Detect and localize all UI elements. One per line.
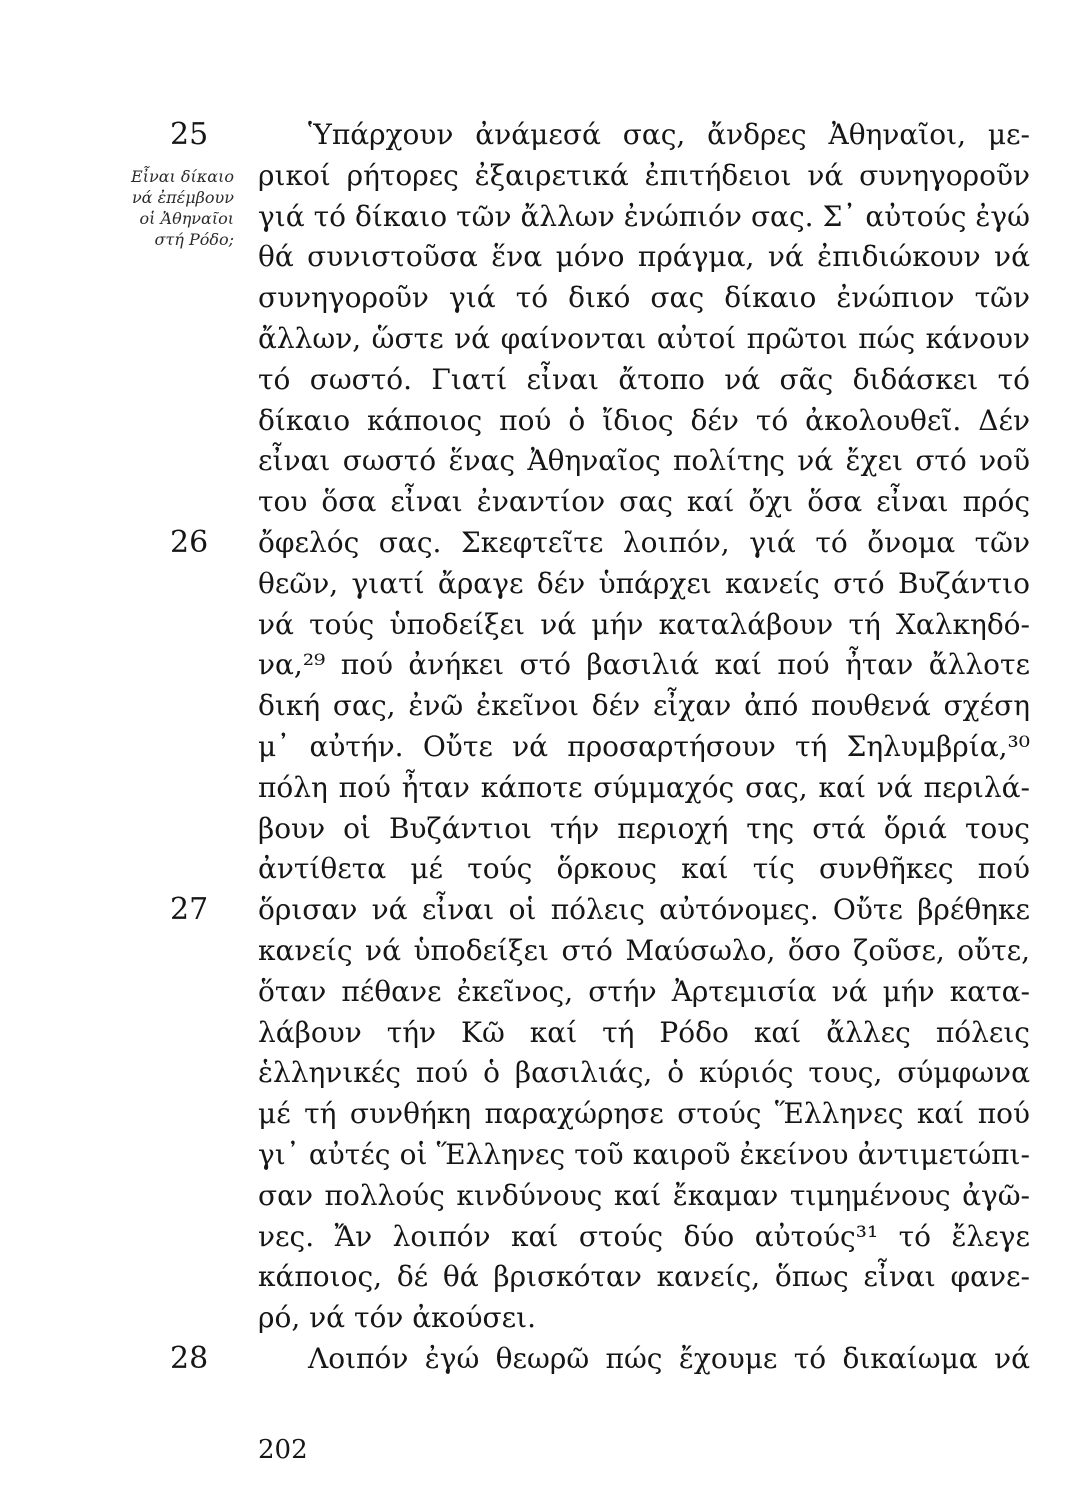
text-line: δική σας, ἐνῶ ἐκεῖνοι δέν εἶχαν ἀπό πουθενά σχέση — [258, 689, 1030, 723]
text-line: Λοιπόν ἐγώ θεωρῶ πώς ἔχουμε τό δικαίωμα νά — [308, 1341, 1030, 1375]
section-number-28: 28 — [170, 1341, 209, 1376]
text-line: ἀντίθετα μέ τούς ὅρκους καί τίς συνθῆκες πού — [258, 852, 1030, 886]
body-text — [258, 115, 1030, 1380]
section-number-26: 26 — [170, 525, 209, 560]
text-line: κανείς νά ὑποδείξει στό Μαύσωλο, ὅσο ζοῦσε, οὔτε, — [258, 933, 1030, 967]
margin-note-line: νά ἐπέμβουν — [131, 188, 234, 207]
text-line: ρικοί ρήτορες ἐξαιρετικά ἐπιτήδειοι νά συνηγοροῦν — [258, 158, 1030, 192]
text-line: ἄλλων, ὥστε νά φαίνονται αὐτοί πρῶτοι πώς κάνουν — [258, 321, 1030, 355]
text-line: μέ τή συνθήκη παραχώρησε στούς Ἕλληνες καί πού — [258, 1097, 1030, 1131]
text-line: του ὅσα εἶναι ἐναντίον σας καί ὄχι ὅσα εἶναι πρός — [258, 485, 1030, 519]
text-line: ὅταν πέθανε ἐκεῖνος, στήν Ἀρτεμισία νά μήν κατα- — [258, 974, 1030, 1008]
text-line: βουν οἱ Βυζάντιοι τήν περιοχή της στά ὅριά τους — [258, 811, 1030, 845]
margin-note — [108, 166, 234, 250]
page-number: 202 — [258, 1435, 308, 1465]
text-line: ὄφελός σας. Σκεφτεῖτε λοιπόν, γιά τό ὄνομα τῶν — [258, 525, 1030, 559]
text-line: γιά τό δίκαιο τῶν ἄλλων ἐνώπιόν σας. Σ᾽ αὐτούς ἐγώ — [258, 199, 1030, 233]
text-line: δίκαιο κάποιος πού ὁ ἴδιος δέν τό ἀκολουθεῖ. Δέν — [258, 403, 1030, 437]
section-number-27: 27 — [170, 892, 209, 927]
text-line: ρό, νά τόν ἀκούσει. — [258, 1301, 537, 1335]
text-line: θά συνιστοῦσα ἕνα μόνο πράγμα, νά ἐπιδιώκουν νά — [258, 240, 1030, 274]
text-line: ὅρισαν νά εἶναι οἱ πόλεις αὐτόνομες. Οὔτε βρέθηκε — [258, 893, 1030, 927]
margin-note-line: στή Ρόδο; — [154, 230, 234, 249]
text-line: μ᾽ αὐτήν. Οὔτε νά προσαρτήσουν τή Σηλυμβρία,³⁰ — [258, 729, 1030, 763]
text-line: εἶναι σωστό ἕνας Ἀθηναῖος πολίτης νά ἔχει στό νοῦ — [258, 444, 1030, 478]
text-line: λάβουν τήν Κῶ καί τή Ρόδο καί ἄλλες πόλεις — [258, 1015, 1030, 1049]
text-line: τό σωστό. Γιατί εἶναι ἄτοπο νά σᾶς διδάσκει τό — [258, 362, 1030, 396]
text-line: να,²⁹ πού ἀνήκει στό βασιλιά καί πού ἦταν ἄλλοτε — [258, 648, 1030, 682]
text-line: ἑλληνικές πού ὁ βασιλιάς, ὁ κύριός τους, σύμφωνα — [258, 1056, 1030, 1090]
text-line: νά τούς ὑποδείξει νά μήν καταλάβουν τή Χαλκηδό- — [258, 607, 1030, 641]
text-line: συνηγοροῦν γιά τό δικό σας δίκαιο ἐνώπιον τῶν — [258, 281, 1030, 315]
text-line: σαν πολλούς κινδύνους καί ἔκαμαν τιμημένους ἀγῶ- — [258, 1178, 1030, 1212]
text-line: θεῶν, γιατί ἄραγε δέν ὑπάρχει κανείς στό Βυζάντιο — [258, 566, 1030, 600]
margin-note-line: οἱ Ἀθηναῖοι — [139, 209, 234, 228]
text-line: κάποιος, δέ θά βρισκόταν κανείς, ὅπως εἶναι φανε- — [258, 1260, 1030, 1294]
section-number-25: 25 — [170, 117, 209, 152]
margin-note-line: Εἶναι δίκαιο — [131, 167, 234, 186]
text-line: πόλη πού ἦταν κάποτε σύμμαχός σας, καί νά περιλά- — [258, 770, 1030, 804]
text-line: Ὑπάρχουν ἀνάμεσά σας, ἄνδρες Ἀθηναῖοι, με- — [308, 118, 1030, 151]
text-line: νες. Ἄν λοιπόν καί στούς δύο αὐτούς³¹ τό ἔλεγε — [258, 1219, 1030, 1253]
text-line: γι᾽ αὐτές οἱ Ἕλληνες τοῦ καιροῦ ἐκείνου ἀντιμετώπι- — [258, 1137, 1030, 1171]
